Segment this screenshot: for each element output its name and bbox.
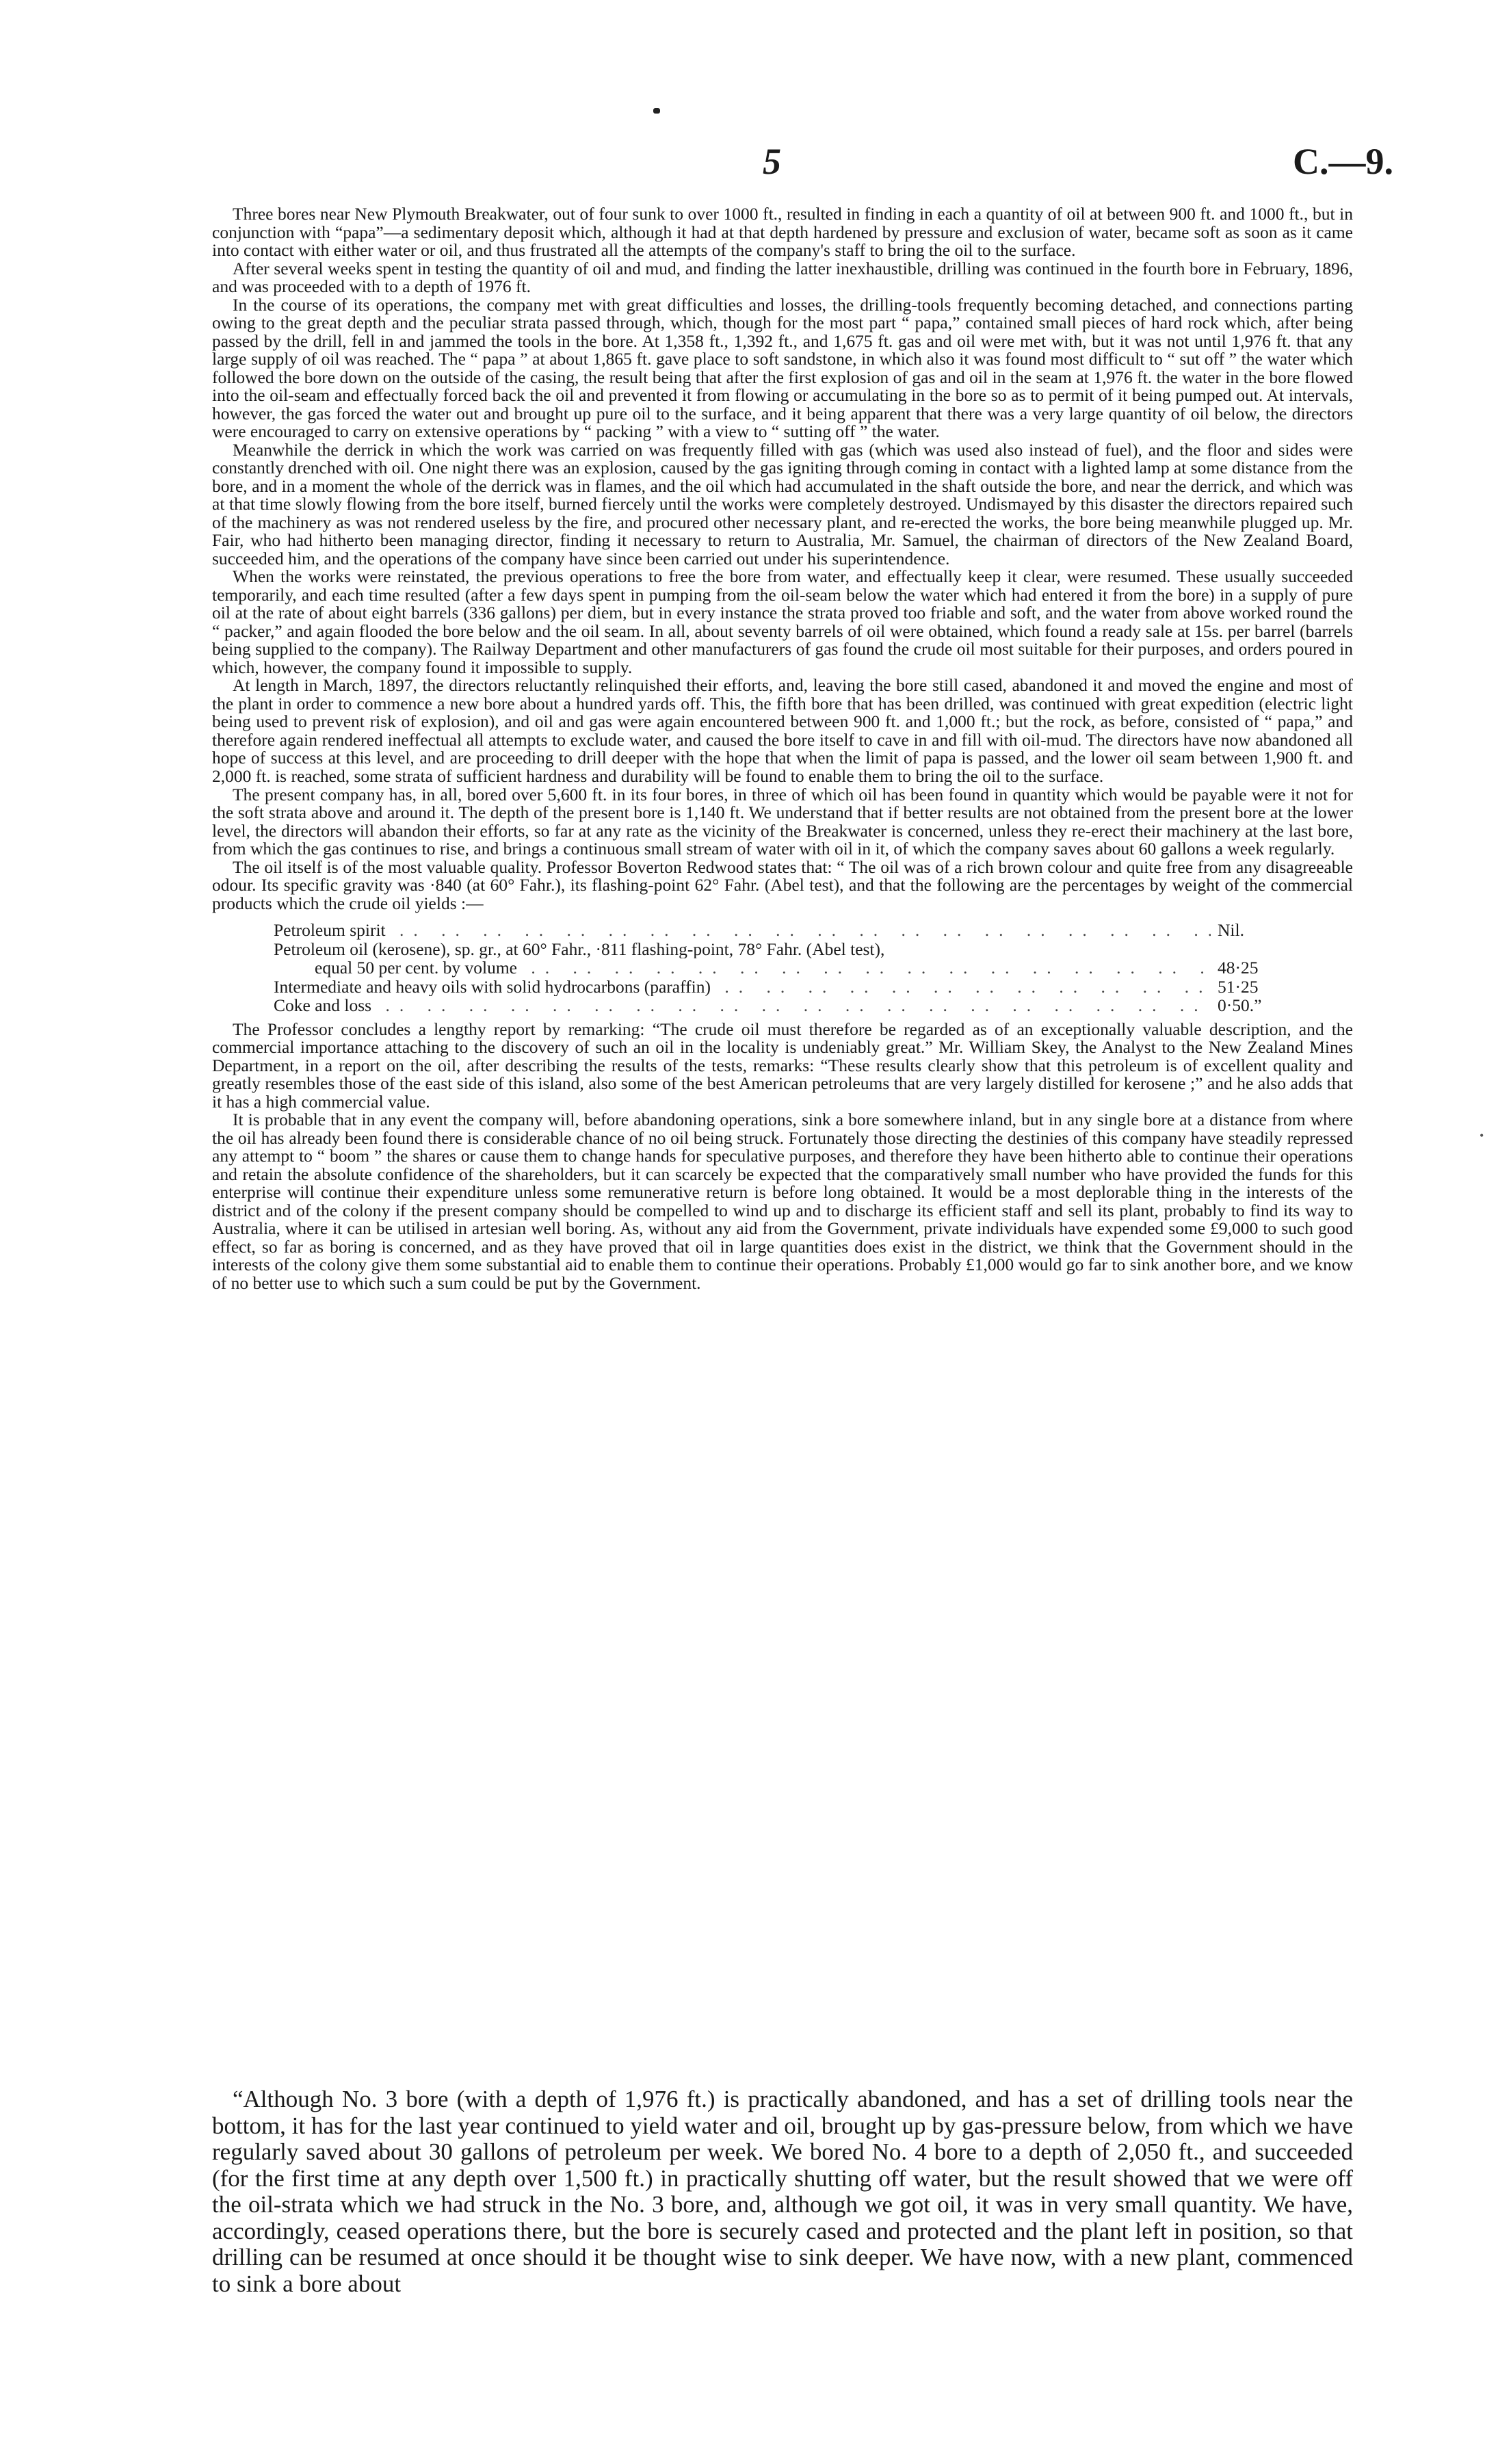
print-mark <box>653 108 660 114</box>
paragraph: Meanwhile the derrick in which the work was carried on was frequently filled with gas (which was used also instead of fuel), and the floor and sides were constantly drenched with oil. One night there was an explosion, caused by the gas igniting through coming in contact with a lighted lamp at some distance from the bore, and in a moment the whole of the derrick was in flames, and the oil which had accumulated in the shaft outside the bore, and near the derrick, and which was at that time slowly flowing from the bore itself, burned fiercely until the works were completely destroyed. Undismayed by this disaster the directors repaired such of the machinery as was not rendered useless by the fire, and procured other necessary plant, and re-erected the works, the bore being meanwhile plugged up. Mr. Fair, who had hitherto been managing director, finding it necessary to return to Australia, Mr. Samuel, the chairman of directors of the New Zealand Board, succeeded him, and the operations of the company have since been carried out under his superintendence. <box>212 439 1353 568</box>
yield-value: 0·50.” <box>1218 995 1262 1016</box>
yield-product: Petroleum spirit .. .. <box>274 921 1211 940</box>
yield-row <box>274 958 1293 978</box>
paragraph: The oil itself is of the most valuable quality. Professor Boverton Redwood states that: “ The oil was of a rich brown colour and quite free from any disagreeable odour. Its specific gravity was ·840 (at 60° Fahr.), its flashing-point 62° Fahr. (Abel test), and that the following are the percentages by weight of the commercial products which the crude oil yields :— <box>212 856 1353 913</box>
yield-row <box>274 940 1293 959</box>
paragraph: It is probable that in any event the company will, before abandoning operations, sink a bore somewhere inland, but in any single bore at a distance from where the oil has already been found there is considerable chance of no oil being struck. Fortunately those directing the destinies of this company have steadily repressed any attempt to “ boom ” the shares or cause them to change hands for speculative purposes, and therefore they have been hitherto able to continue their operations and retain the absolute confidence of the shareholders, but it can scarcely be expected that the comparatively small number who have provided the funds for this enterprise will continue their expenditure unless some remunerative return is before long obtained. It would be a most deplorable thing in the interests of the district and of the colony if the present company should be compelled to wind up and to discharge its efficient staff and sell its plant, probably to find its way to Australia, where it can be utilised in artesian well boring. As, without any aid from the Government, private individuals have expended some £9,000 to such good effect, so far as boring is concerned, and as they have proved that oil in large quantities does exist in the district, we think that the Government should in the interests of the colony give them some substantial aid to enable them to continue their operations. Probably £1,000 would go far to sink another bore, and we know of no better use to which such a sum could be put by the Government. <box>212 1110 1353 1293</box>
paragraph: When the works were reinstated, the previous operations to free the bore from water, and effectually keep it clear, were resumed. These usually succeeded temporarily, and each time resulted (after a few days spent in pumping from the oil-seam below the water which had entered it from the bore) in a supply of pure oil at the rate of about eight barrels (336 gallons) per diem, but in every instance the strata proved too friable and soft, and the water from above worked round the “ packer,” and again flooded the bore below and the oil seam. In all, about seventy barrels of oil were obtained, which found a ready sale at 15s. per barrel (barrels being supplied to the company). The Railway Department and other manufacturers of gas found the crude oil most suitable for their purposes, and orders poured in which, however, the company found it impossible to supply. <box>212 566 1353 677</box>
paragraph: The present company has, in all, bored over 5,600 ft. in its four bores, in three of which oil has been found in quantity which would be payable were it not for the soft strata above and around it. The depth of the present bore is 1,140 ft. We understand that if better results are not obtained from the present bore at the lower level, the directors will abandon their efforts, so far at any rate as the vicinity of the Breakwater is concerned, unless they re-erect their machinery at the last bore, from which the gas continues to rise, and brings a continuous small stream of water with oil in it, of which the company saves about 60 gallons a week regularly. <box>212 784 1353 859</box>
quoted-letter <box>212 2086 1353 2297</box>
yield-product: Coke and loss .. .. <box>274 996 1211 1015</box>
yield-product: equal 50 per cent. by volume .. .. <box>274 958 1211 978</box>
yield-product: Intermediate and heavy oils with solid hydrocarbons (paraffin) .. .. <box>274 978 1211 997</box>
yield-row <box>274 921 1293 940</box>
paragraph: In the course of its operations, the company met with great difficulties and losses, the drilling-tools frequently becoming detached, and connections parting owing to the great depth and the peculiar strata passed through, which, though for the most part “ papa,” contained small pieces of hard rock which, after being passed by the drill, fell in and jammed the tools in the bore. At 1,358 ft., 1,392 ft., and 1,675 ft. gas and oil were met with, but it was not until 1,976 ft. that any large supply of oil was reached. The “ papa ” at about 1,865 ft. gave place to soft sandstone, in which also it was found most difficult to “ sut off ” the water which followed the bore down on the outside of the casing, the result being that after the first explosion of gas and oil in the seam at 1,976 ft. the water in the bore flowed into the oil-seam and effectually forced back the oil and prevented it from flowing or accumulating in the bore so as to permit of it being pumped out. At intervals, however, the gas forced the water out and brought up pure oil to the surface, and it being apparent that there was a very large quantity of oil below, the directors were encouraged to carry on extensive operations by “ packing ” with a view to “ sutting off ” the water. <box>212 294 1353 442</box>
yield-value: 51·25 <box>1218 976 1259 997</box>
paragraph: At length in March, 1897, the directors reluctantly relinquished their efforts, and, leaving the bore still cased, abandoned it and moved the engine and most of the plant in order to commence a new bore about a hundred yards off. This, the fifth bore that has been drilled, was continued with great expedition (electric light being used to prevent risk of explosion), and oil and gas were again encountered between 900 ft. and 1,000 ft.; but the rock, as before, consisted of “ papa,” and therefore again rendered ineffectual all attempts to exclude water, and caused the bore itself to cave in and fill with oil-mud. The directors have now abandoned all hope of success at this level, and are proceeding to drill deeper with the hope that when the limit of papa is passed, and the lower oil seam between 1,900 ft. and 2,000 ft. is reached, some strata of sufficient hardness and durability will be found to enable them to bring the oil to the surface. <box>212 675 1353 786</box>
margin-mark: • <box>1480 1129 1484 1142</box>
yield-product: Petroleum oil (kerosene), sp. gr., at 60° Fahr., ·811 flashing-point, 78° Fahr. (Abel test), <box>274 939 885 959</box>
yield-value: Nil. <box>1218 920 1244 941</box>
document-reference: C.—9. <box>1293 141 1393 182</box>
quote-paragraph: “Although No. 3 bore (with a depth of 1,976 ft.) is practically abandoned, and has a set of drilling tools near the bottom, it has for the last year continued to yield water and oil, brought up by gas-pressure below, from which we have regularly saved about 30 gallons of petroleum per week. We bored No. 4 bore to a depth of 2,050 ft., and succeeded (for the first time at any depth over 1,500 ft.) in practically shutting off water, but the result showed that we were off the oil-strata which we had struck in the No. 3 bore, and, although we got oil, it was in very small quantity. We have, accordingly, ceased operations there, but the bore is securely cased and protected and the plant left in position, so that drilling can be resumed at once should it be thought wise to sink deeper. We have now, with a new plant, commenced to sink a bore about <box>212 2086 1353 2297</box>
yield-row <box>274 996 1293 1015</box>
yield-value: 48·25 <box>1218 958 1259 978</box>
paragraph: After several weeks spent in testing the quantity of oil and mud, and finding the latter inexhaustible, drilling was continued in the fourth bore in February, 1896, and was proceeded with to a depth of 1976 ft. <box>212 258 1353 297</box>
yields-table <box>274 921 1293 1015</box>
yield-row <box>274 978 1293 997</box>
report-body <box>212 205 1353 1293</box>
page-number: 5 <box>763 141 781 182</box>
paragraph: The Professor concludes a lengthy report by remarking: “The crude oil must therefore be regarded as of an exceptionally valuable description, and the commercial importance attaching to the discovery of such an oil in the locality is undeniably great.” Mr. William Skey, the Analyst to the New Zealand Mines Department, in a report on the oil, after describing the results of the tests, remarks: “These results clearly show that this petroleum is of excellent quality and greatly resembles those of the east side of this island, also some of the best American petroleums that are very largely distilled for kerosene ;” and he also adds that it has a high commercial value. <box>212 1019 1353 1112</box>
paragraph: Three bores near New Plymouth Breakwater, out of four sunk to over 1000 ft., resulted in finding in each a quantity of oil at between 900 ft. and 1000 ft., but in conjunction with “papa”—a sedimentary deposit which, although it had at that depth hardened by pressure and exclusion of water, became soft as soon as it came into contact with either water or oil, and thus frustrated all the attempts of the company's staff to bring the oil to the surface. <box>212 204 1353 261</box>
